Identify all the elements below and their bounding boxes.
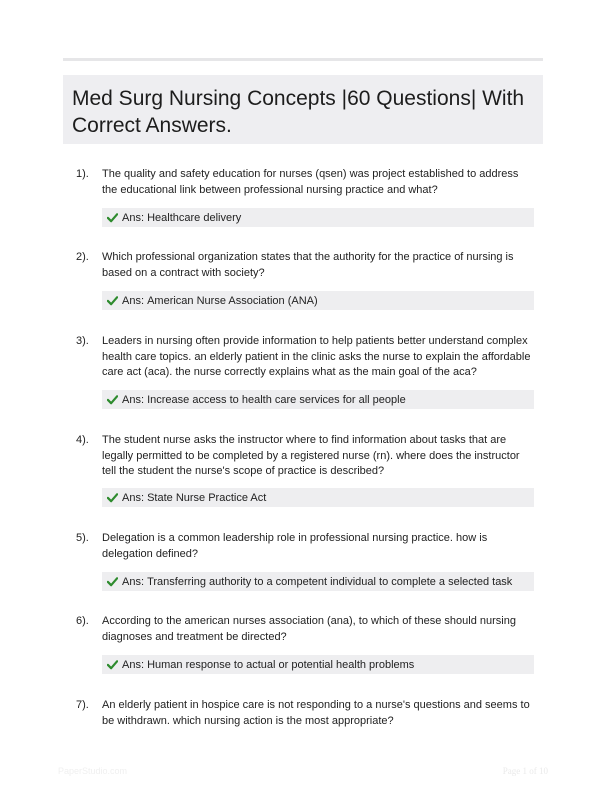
question-number: 1). [76, 168, 89, 180]
checkmark-icon [107, 659, 118, 670]
question-number: 5). [76, 532, 89, 544]
question-text: An elderly patient in hospice care is not responding to a nurse's questions and seems to be withdrawn. which nursing action is the most appropriate? [102, 699, 530, 727]
question-number: 4). [76, 434, 89, 446]
question-number: 7). [76, 699, 89, 711]
answer-box [102, 208, 534, 227]
question-number: 6). [76, 615, 89, 627]
question-text: The quality and safety education for nurses (qsen) was project established to address the educational link between professional nursing practice and what? [102, 168, 519, 196]
question-text: Which professional organization states that the authority for the practice of nursing is based on a contract with society? [102, 251, 514, 279]
answer-text: State Nurse Practice Act [147, 491, 267, 504]
answer-box [102, 572, 534, 591]
checkmark-icon [107, 492, 118, 503]
answer-prefix: Ans: [122, 211, 148, 224]
checkmark-icon [107, 394, 118, 405]
checkmark-icon [107, 295, 118, 306]
answer-text: Healthcare delivery [147, 211, 242, 224]
footer-watermark: PaperStudio.com [58, 766, 128, 776]
answer-box [102, 655, 534, 674]
question-number: 3). [76, 335, 89, 347]
answer-text: Transferring authority to a competent individual to complete a selected task [147, 575, 513, 588]
page-number: Page 1 of 10 [502, 766, 548, 776]
top-divider [63, 58, 543, 61]
answer-prefix: Ans: [122, 575, 148, 588]
answer-prefix: Ans: [122, 658, 148, 671]
answer-box [102, 488, 534, 507]
answer-prefix: Ans: [122, 294, 148, 307]
answer-text: Human response to actual or potential health problems [147, 658, 415, 671]
question-text: Leaders in nursing often provide information to help patients better understand complex health care topics. an elderly patient in the clinic asks the nurse to explain the affordable care act (aca). the nurse correctly explains what as the main goal of the aca? [102, 335, 531, 379]
answer-text: Increase access to health care services for all people [147, 393, 406, 406]
answer-prefix: Ans: [122, 491, 148, 504]
page-title: Med Surg Nursing Concepts |60 Questions| With Correct Answers. [72, 87, 525, 137]
answer-box [102, 291, 534, 310]
checkmark-icon [107, 576, 118, 587]
answer-text: American Nurse Association (ANA) [147, 294, 318, 307]
question-text: According to the american nurses association (ana), to which of these should nursing diagnoses and treatment be directed? [102, 615, 516, 643]
question-text: The student nurse asks the instructor where to find information about tasks that are legally permitted to be completed by a registered nurse (rn). where does the instructor tell the student the nurse's scope of practice is described? [102, 434, 520, 478]
title-banner [63, 75, 543, 144]
question-number: 2). [76, 251, 89, 263]
answer-prefix: Ans: [122, 393, 148, 406]
checkmark-icon [107, 212, 118, 223]
question-text: Delegation is a common leadership role in professional nursing practice. how is delegation defined? [102, 532, 488, 560]
answer-box [102, 390, 534, 409]
